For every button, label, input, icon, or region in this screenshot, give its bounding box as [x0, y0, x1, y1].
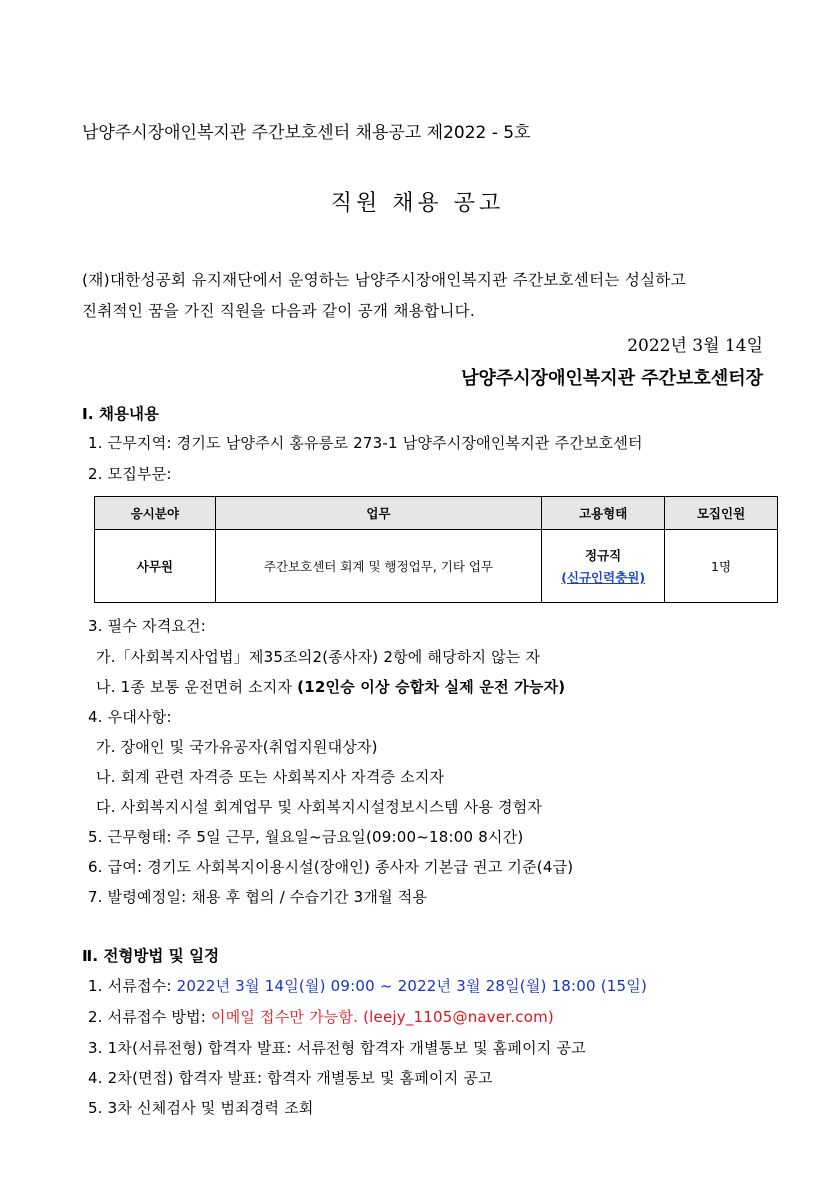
- page-title: 직원 채용 공고: [330, 191, 505, 216]
- appointment-date: 7. 발령예정일: 채용 후 협의 / 수습기간 3개월 적용: [88, 888, 428, 906]
- required-qualification-a: 가.「사회복지사업법」제35조의2(종사자) 2항에 해당하지 않는 자: [96, 648, 541, 666]
- submission-method-value: 이메일 접수만 가능함. (leejy_1105@naver.com): [211, 1008, 554, 1026]
- section-1-heading: Ⅰ. 채용내용: [82, 405, 159, 423]
- table-header-row: [95, 497, 778, 530]
- section-2-heading: Ⅱ. 전형방법 및 일정: [82, 947, 220, 965]
- document-submission-label: 1. 서류접수:: [88, 977, 177, 995]
- intro-line-2: 진취적인 꿈을 가진 직원을 다음과 같이 공개 채용합니다.: [82, 302, 476, 320]
- table-header-duty: 업무: [215, 497, 541, 530]
- required-qualifications: 3. 필수 자격요건:: [88, 617, 207, 635]
- employment-note: (신규인력충원): [561, 570, 646, 585]
- notice-date: 2022년 3월 14일: [627, 336, 763, 356]
- submission-method: [88, 1006, 554, 1027]
- document-submission-period: 2022년 3월 14일(월) 09:00 ~ 2022년 3월 28일(월) 18:00 (15일): [176, 977, 648, 995]
- preference-c: 다. 사회복지시설 회계업무 및 사회복지시설정보시스템 사용 경험자: [96, 798, 543, 816]
- preference-a: 가. 장애인 및 국가유공자(취업지원대상자): [96, 738, 378, 756]
- work-type: 5. 근무형태: 주 5일 근무, 월요일~금요일(09:00~18:00 8시간): [88, 828, 524, 846]
- required-qualification-b: [96, 676, 565, 697]
- document-submission: [88, 975, 647, 996]
- table-cell-field: 사무원: [95, 530, 216, 603]
- table-cell-count: 1명: [665, 530, 778, 603]
- intro-line-1: (재)대한성공회 유지재단에서 운영하는 남양주시장애인복지관 주간보호센터는 성실하고: [82, 271, 686, 289]
- table-header-employment: 고용형태: [542, 497, 665, 530]
- recruit-table: [94, 496, 778, 603]
- license-requirement: 나. 1종 보통 운전면허 소지자: [96, 678, 293, 696]
- license-requirement-detail: (12인승 이상 승합차 실제 운전 가능자): [297, 678, 566, 696]
- first-round-announcement: 3. 1차(서류전형) 합격자 발표: 서류전형 합격자 개별통보 및 홈페이지 공고: [88, 1039, 586, 1057]
- table-cell-duty: 주간보호센터 회계 및 행정업무, 기타 업무: [215, 530, 541, 603]
- preference-b: 나. 회계 관련 자격증 또는 사회복지사 자격증 소지자: [96, 768, 445, 786]
- table-row: [95, 530, 778, 603]
- table-header-count: 모집인원: [665, 497, 778, 530]
- table-header-field: 응시분야: [95, 497, 216, 530]
- submission-method-label: 2. 서류접수 방법:: [88, 1008, 212, 1026]
- work-location: 1. 근무지역: 경기도 남양주시 홍유릉로 273-1 남양주시장애인복지관 주간보호센터: [88, 434, 643, 452]
- third-round-check: 5. 3차 신체검사 및 범죄경력 조회: [88, 1099, 314, 1117]
- second-round-announcement: 4. 2차(면접) 합격자 발표: 합격자 개별통보 및 홈페이지 공고: [88, 1069, 493, 1087]
- salary: 6. 급여: 경기도 사회복지이용시설(장애인) 종사자 기본급 권고 기준(4급): [88, 858, 574, 876]
- recruit-field-label: 2. 모집부문:: [88, 465, 172, 483]
- preferences: 4. 우대사항:: [88, 708, 172, 726]
- notice-number: 남양주시장애인복지관 주간보호센터 채용공고 제2022 - 5호: [82, 123, 531, 143]
- table-cell-employment: [542, 530, 665, 603]
- signer: 남양주시장애인복지관 주간보호센터장: [461, 368, 763, 389]
- employment-type: 정규직: [585, 548, 622, 563]
